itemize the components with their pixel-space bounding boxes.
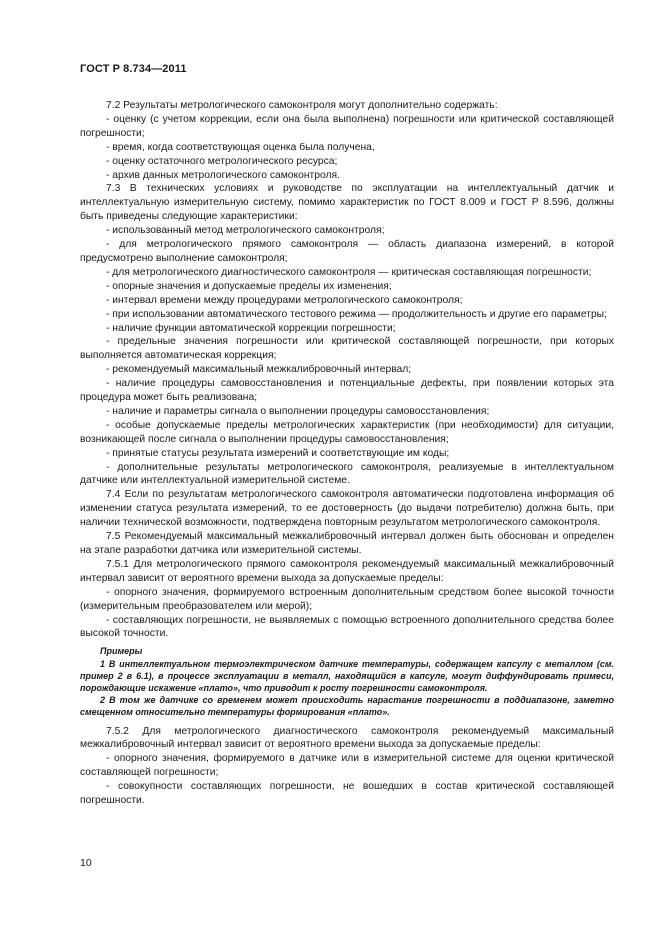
paragraph: 7.2 Результаты метрологического самоконтроля могут дополнительно содержать:	[106, 100, 498, 111]
list-item: - оценку (с учетом коррекции, если она была выполнена) погрешности или критической составляющей погрешности;	[80, 113, 614, 139]
list-item: - опорного значения, формируемого в датчике или в измерительной системе для оценки критической составляющей погрешности;	[80, 753, 614, 779]
list-item: - для метрологического диагностического самоконтроля — критическая составляющая погрешности;	[106, 266, 592, 278]
list-item: - наличие процедуры самовосстановления и потенциальные дефекты, при появлении которых эта процедура может быть реализована;	[80, 378, 614, 404]
paragraph: 7.4 Если по результатам метрологического самоконтроля автоматически подготовлена информация об изменении статуса результата измерений, то ее достоверность (до выдачи потребителю) должна быть, при наличии технической возможности, подтверждена повторным результатом метрологического самоконтроля.	[80, 489, 614, 529]
list-item: - интервал времени между процедурами метрологического самоконтроля;	[106, 294, 463, 306]
list-item: - для метрологического прямого самоконтроля — область диапазона измерений, в которой предусмотрено выполнение самоконтроля;	[80, 239, 614, 264]
list-item: - дополнительные результаты метрологического самоконтроля, реализуемые в интеллектуальном датчике или интеллектуальной измерительной системе.	[80, 461, 614, 487]
list-item: - оценку остаточного метрологического ресурса;	[106, 155, 338, 167]
list-item: - предельные значения погрешности или критической составляющей погрешности, при которых выполняется автоматическая коррекция;	[80, 336, 614, 362]
paragraph: 7.3 В технических условиях и руководстве по эксплуатации на интеллектуальный датчик и интеллектуальную измерительную систему, помимо характеристик по ГОСТ 8.009 и ГОСТ Р 8.596, должны быть приведены следующие характеристики:	[80, 183, 614, 223]
list-item: - наличие и параметры сигнала о выполнении процедуры самовосстановления;	[106, 405, 490, 417]
document-header: ГОСТ Р 8.734—2011	[80, 63, 187, 75]
list-item: - совокупности составляющих погрешности, не вошедших в состав критической составляющей погрешности.	[80, 781, 614, 807]
list-item: - рекомендуемый максимальный межкалибровочный интервал;	[106, 364, 412, 376]
paragraph: 7.5.2 Для метрологического диагностического самоконтроля рекомендуемый максимальный межкалибровочный интервал зависит от вероятного времени выхода за допускаемые пределы:	[80, 725, 614, 751]
example-item: 1 В интеллектуальном термоэлектрическом датчике температуры, содержащем капсулу с металлом (см. пример 2 в 6.1), в процессе эксплуатации в металл, находящийся в капсуле, могут диффундировать примеси, порождающие искажение «плато», что приводит к росту погрешности самоконтроля.	[80, 658, 614, 693]
list-item: - при использовании автоматического тестового режима — продолжительность и другие его параметры;	[106, 308, 607, 320]
list-item: - опорные значения и допускаемые пределы их изменения;	[106, 280, 392, 292]
list-item: - особые допускаемые пределы метрологических характеристик (при необходимости) для ситуации, возникающей после сигнала о выполнении процедуры самовосстановления;	[80, 419, 614, 445]
paragraph: 7.5 Рекомендуемый максимальный межкалибровочный интервал должен быть обоснован и определен на этапе разработки датчика или измерительной системы.	[80, 531, 614, 556]
examples-heading: Примеры	[100, 646, 143, 657]
list-item: - архив данных метрологического самоконтроля.	[106, 169, 340, 181]
list-item: - использованный метод метрологического самоконтроля;	[106, 225, 385, 237]
list-item: - наличие функции автоматической коррекции погрешности;	[106, 322, 396, 334]
list-item: - составляющих погрешности, не выявляемых с помощью встроенного дополнительного средства более высокой точности.	[80, 614, 614, 640]
examples-block	[80, 645, 614, 718]
paragraph: 7.5.1 Для метрологического прямого самоконтроля рекомендуемый максимальный межкалибровочный интервал зависит от вероятного времени выхода за допускаемые пределы:	[80, 558, 614, 584]
list-item: - опорного значения, формируемого встроенным дополнительным средством более высокой точности (измерительным преобразователем или мерой);	[80, 586, 614, 612]
example-item: 2 В том же датчике со временем может происходить нарастание погрешности в поддиапазоне, заметно смещенном относительно температуры формирования «плато».	[80, 695, 614, 718]
list-item: - время, когда соответствующая оценка была получена,	[106, 141, 375, 153]
page-number: 10	[80, 857, 92, 869]
document-body	[80, 99, 614, 808]
list-item: - принятые статусы результата измерений и соответствующие им коды;	[106, 447, 450, 459]
section-7-5-2	[80, 725, 614, 808]
